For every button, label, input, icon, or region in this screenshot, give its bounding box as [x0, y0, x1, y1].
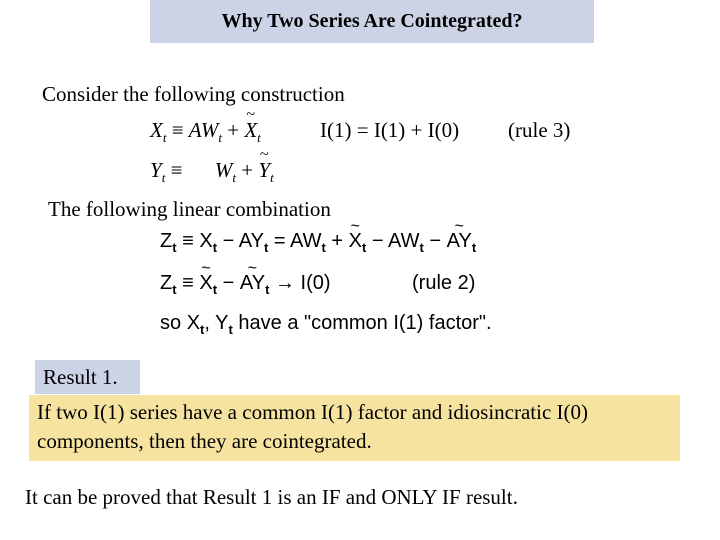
common-factor-statement	[160, 312, 492, 337]
eq3-x: X	[199, 230, 213, 252]
eq5-so: so	[160, 312, 182, 334]
equation-x	[150, 118, 261, 146]
eq1-equiv: ≡	[171, 118, 184, 142]
eq4-z: Z	[160, 272, 173, 294]
eq4-t1: t	[172, 282, 177, 297]
eq4-equiv: ≡	[182, 272, 194, 294]
eq3-t1: t	[172, 240, 177, 255]
eq4-i0: I(0)	[300, 272, 331, 294]
result-line-1: If two I(1) series have a common I(1) factor and idiosincratic I(0)	[37, 400, 589, 424]
eq1-lhs: X	[150, 118, 163, 142]
eq2-equiv: ≡	[170, 158, 183, 182]
equation-y	[150, 158, 274, 186]
eq3-equiv: ≡	[182, 230, 194, 252]
eq3-aw: AW	[290, 230, 322, 252]
eq3-minus2: −	[371, 230, 384, 252]
equation-z-expansion	[160, 230, 476, 255]
eq1-sub2: t	[218, 130, 222, 146]
rule-3-note: (rule 3)	[508, 118, 571, 142]
eq5-rest: have a "common I(1) factor".	[238, 312, 492, 334]
eq5-comma: ,	[204, 312, 210, 334]
title-banner	[150, 0, 594, 43]
eq2-ytilde: ~ Y	[258, 158, 270, 183]
eq3-t4: t	[321, 240, 326, 255]
eq4-t2: t	[212, 282, 218, 297]
eq3-equals: =	[273, 230, 286, 252]
eq2-sub: t	[161, 170, 166, 186]
eq3-aytilde: ~ AY	[447, 230, 472, 253]
result-box	[29, 395, 680, 461]
eq2-plus: +	[241, 158, 254, 182]
eq2-w: W	[214, 158, 233, 182]
combination-intro: The following linear combination	[48, 197, 331, 221]
eq5-y: Y	[215, 312, 229, 334]
equation-x-order: I(1) = I(1) + I(0)	[320, 118, 460, 142]
eq3-plus: +	[331, 230, 344, 252]
eq2-sub2: t	[232, 170, 237, 186]
eq5-t2: t	[228, 322, 233, 337]
footer-note: It can be proved that Result 1 is an IF and ONLY IF result.	[25, 485, 518, 509]
eq5-x: X	[186, 312, 201, 334]
rule-2-note: (rule 2)	[412, 272, 476, 294]
eq1-plus: +	[227, 118, 240, 142]
eq4-xtilde: ~ X	[199, 272, 212, 295]
eq3-minus: −	[222, 230, 235, 252]
eq3-minus3: −	[429, 230, 442, 252]
eq3-t5: t	[361, 240, 367, 255]
eq3-z: Z	[160, 230, 173, 252]
arrow-icon: →	[274, 272, 295, 294]
eq2-sub3: t	[270, 170, 274, 186]
result-label	[35, 360, 140, 394]
equation-z-simplified	[160, 272, 331, 297]
intro-text: Consider the following construction	[42, 82, 345, 106]
eq3-t2: t	[212, 240, 218, 255]
eq1-sub3: t	[257, 130, 261, 146]
eq4-t3: t	[265, 282, 270, 297]
eq4-aytilde: ~ AY	[240, 272, 265, 295]
eq1-xtilde: ~ X	[244, 118, 257, 143]
eq3-aw2: AW	[388, 230, 420, 252]
eq3-ay: AY	[238, 230, 264, 252]
eq3-t6: t	[419, 240, 424, 255]
eq1-aw: AW	[188, 118, 219, 142]
eq3-t3: t	[263, 240, 269, 255]
result-line-2: components, then they are cointegrated.	[37, 429, 372, 453]
result-label-text: Result 1.	[43, 364, 118, 389]
eq1-sub: t	[162, 130, 167, 146]
eq3-xtilde: ~ X	[349, 230, 362, 253]
eq5-t1: t	[200, 322, 205, 337]
eq3-t7: t	[471, 240, 477, 255]
eq4-minus: −	[222, 272, 235, 294]
eq2-lhs: Y	[150, 158, 162, 182]
page-title: Why Two Series Are Cointegrated?	[221, 10, 523, 32]
